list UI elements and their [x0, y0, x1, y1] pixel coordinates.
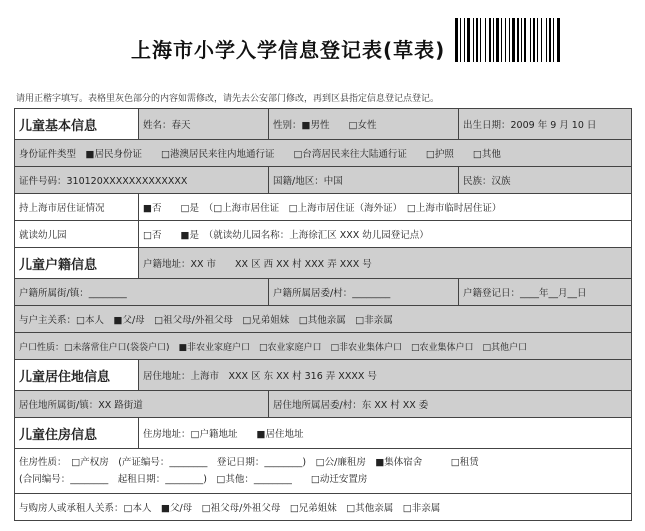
ethnicity-field[interactable]: 民族：汉族	[459, 167, 632, 193]
form-row	[15, 391, 632, 418]
living-address-field[interactable]: 居住地址：上海市 XXX 区 东 XX 村 316 弄 XXXX 号	[139, 360, 632, 390]
housing-nature-field[interactable]	[15, 449, 632, 493]
living-village-field[interactable]: 居住地所属居委/村：东 XX 村 XX 委	[269, 391, 632, 417]
section-header-living: 儿童居住地信息	[15, 360, 139, 390]
form-row	[15, 306, 632, 333]
instruction-note: 请用正楷字填写。表格里灰色部分的内容如需修改，请先去公安部门修改，再到区县指定信息登记点登记。	[16, 94, 440, 104]
housing-nature-line1: 住房性质： □产权房 (产证编号：________ 登记日期：________) □公/廉租房 ■集体宿舍 □租赁	[19, 457, 479, 468]
id-type-field[interactable]: 身份证件类型 ■居民身份证 □港澳居民来往内地通行证 □台湾居民来往大陆通行证 □护照 □其他	[15, 140, 632, 166]
kindergarten-options[interactable]: □否 ■是 （就读幼儿园名称：上海徐汇区 XXX 幼儿园登记点）	[139, 221, 632, 247]
form-row	[15, 194, 632, 221]
household-street-field[interactable]: 户籍所属街/镇：________	[15, 279, 269, 305]
household-village-field[interactable]: 户籍所属居委/村：________	[269, 279, 459, 305]
form-row	[15, 418, 632, 449]
form-row	[15, 360, 632, 391]
form-row	[15, 221, 632, 248]
form-row	[15, 248, 632, 279]
household-regdate-field[interactable]: 户籍登记日：____年__月__日	[459, 279, 632, 305]
form-row	[15, 333, 632, 360]
section-header-basic: 儿童基本信息	[15, 109, 139, 139]
form-row	[15, 109, 632, 140]
id-number-field[interactable]: 证件号码：310120XXXXXXXXXXXXX	[15, 167, 269, 193]
form-row	[15, 167, 632, 194]
householder-relation-field[interactable]: 与户主关系：□本人 ■父/母 □祖父母/外祖父母 □兄弟姐妹 □其他亲属 □非亲属	[15, 306, 632, 332]
form-row	[15, 140, 632, 167]
form-row	[15, 279, 632, 306]
buyer-relation-field[interactable]: 与购房人或承租人关系：□本人 ■父/母 □祖父母/外祖父母 □兄弟姐妹 □其他亲属 □非亲属	[15, 494, 632, 520]
residence-permit-options[interactable]: ■否 □是 （□上海市居住证 □上海市居住证（海外证） □上海市临时居住证）	[139, 194, 632, 220]
name-field[interactable]: 姓名：春天	[139, 109, 269, 139]
gender-field[interactable]: 性别：■男性 □女性	[269, 109, 459, 139]
household-address-field[interactable]: 户籍地址：XX 市 XX 区 西 XX 村 XXX 弄 XXX 号	[139, 248, 632, 278]
nationality-field[interactable]: 国籍/地区：中国	[269, 167, 459, 193]
housing-nature-line2: (合同编号：________ 起租日期：________) □其他：________ □动迁安置房	[19, 474, 368, 485]
housing-address-field[interactable]: 住房地址：□户籍地址 ■居住地址	[139, 418, 632, 448]
section-header-housing: 儿童住房信息	[15, 418, 139, 448]
form-row	[15, 449, 632, 494]
birth-date-field[interactable]: 出生日期：2009 年 9 月 10 日	[459, 109, 632, 139]
registration-form	[14, 108, 632, 521]
kindergarten-label: 就读幼儿园	[15, 221, 139, 247]
household-nature-field[interactable]: 户口性质：□未落常住户口(袋袋户口) ■非农业家庭户口 □农业家庭户口 □非农业集体户口 □农业集体户口 □其他户口	[15, 333, 632, 359]
section-header-household: 儿童户籍信息	[15, 248, 139, 278]
form-row	[15, 494, 632, 521]
form-title: 上海市小学入学信息登记表(草表)	[131, 38, 446, 62]
living-street-field[interactable]: 居住地所属街/镇：XX 路街道	[15, 391, 269, 417]
barcode-icon	[455, 18, 631, 62]
residence-permit-label: 持上海市居住证情况	[15, 194, 139, 220]
